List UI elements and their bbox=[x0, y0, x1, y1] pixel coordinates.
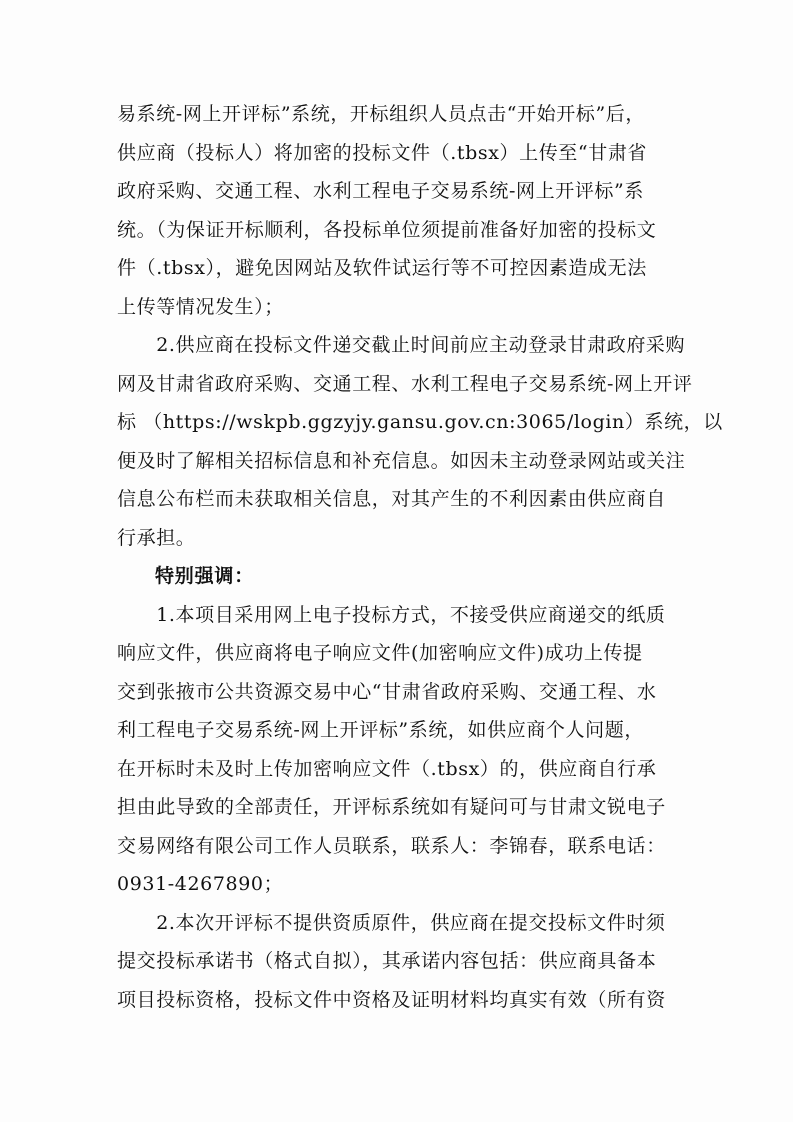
text-line: 信息公布栏而未获取相关信息，对其产生的不利因素由供应商自 bbox=[117, 488, 666, 510]
special-emphasis-heading: 特别强调： bbox=[155, 565, 255, 587]
text-line: 交到张掖市公共资源交易中心“甘肃省政府采购、交通工程、水 bbox=[117, 680, 657, 703]
text-line: 网及甘肃省政府采购、交通工程、水利工程电子交易系统-网上开评 bbox=[117, 372, 693, 395]
text-line: 行承担。 bbox=[117, 526, 196, 549]
text-line: 交易网络有限公司工作人员联系，联系人：李锦春，联系电话： bbox=[117, 834, 666, 857]
text-line: 便及时了解相关招标信息和补充信息。如因未主动登录网站或关注 bbox=[117, 449, 686, 472]
text-line: 2.供应商在投标文件递交截止时间前应主动登录甘肃政府采购 bbox=[117, 334, 686, 356]
paragraph-upload-instructions bbox=[117, 95, 687, 326]
text-line: 上传等情况发生）； bbox=[117, 295, 284, 318]
paragraph-electronic-bidding bbox=[117, 596, 687, 904]
text-line: 件（.tbsx），避免因网站及软件试运行等不可控因素造成无法 bbox=[117, 257, 647, 279]
text-line: 政府采购、交通工程、水利工程电子交易系统-网上开评标”系 bbox=[117, 180, 644, 202]
document-body bbox=[117, 95, 723, 1019]
text-line: 统。（为保证开标顺利，各投标单位须提前准备好加密的投标文 bbox=[117, 218, 657, 241]
text-line: 2.本次开评标不提供资质原件，供应商在提交投标文件时须 bbox=[117, 911, 666, 934]
text-line: 供应商（投标人）将加密的投标文件（.tbsx）上传至“甘肃省 bbox=[117, 141, 648, 164]
text-line: 响应文件，供应商将电子响应文件(加密响应文件)成功上传提 bbox=[117, 642, 643, 664]
contact-phone: 0931-4267890； bbox=[117, 873, 284, 895]
text-line: 利工程电子交易系统-网上开评标”系统，如供应商个人问题， bbox=[117, 719, 644, 741]
text-line: 提交投标承诺书（格式自拟），其承诺内容包括：供应商具备本 bbox=[117, 950, 657, 972]
text-line: 项目投标资格，投标文件中资格及证明材料均真实有效（所有资 bbox=[117, 988, 666, 1011]
text-line-with-url: 标 （https://wskpb.ggzyjy.gansu.gov.cn:3065/login）系统，以 bbox=[117, 411, 723, 433]
text-line: 在开标时未及时上传加密响应文件（.tbsx）的，供应商自行承 bbox=[117, 757, 657, 780]
text-line: 1.本项目采用网上电子投标方式，不接受供应商递交的纸质 bbox=[117, 603, 666, 626]
paragraph-login-notice bbox=[117, 326, 723, 557]
text-line: 易系统-网上开评标”系统，开标组织人员点击“开始开标”后， bbox=[117, 103, 645, 125]
paragraph-commitment-letter bbox=[117, 904, 687, 1020]
text-line: 担由此导致的全部责任，开评标系统如有疑问可与甘肃文锐电子 bbox=[117, 796, 666, 818]
